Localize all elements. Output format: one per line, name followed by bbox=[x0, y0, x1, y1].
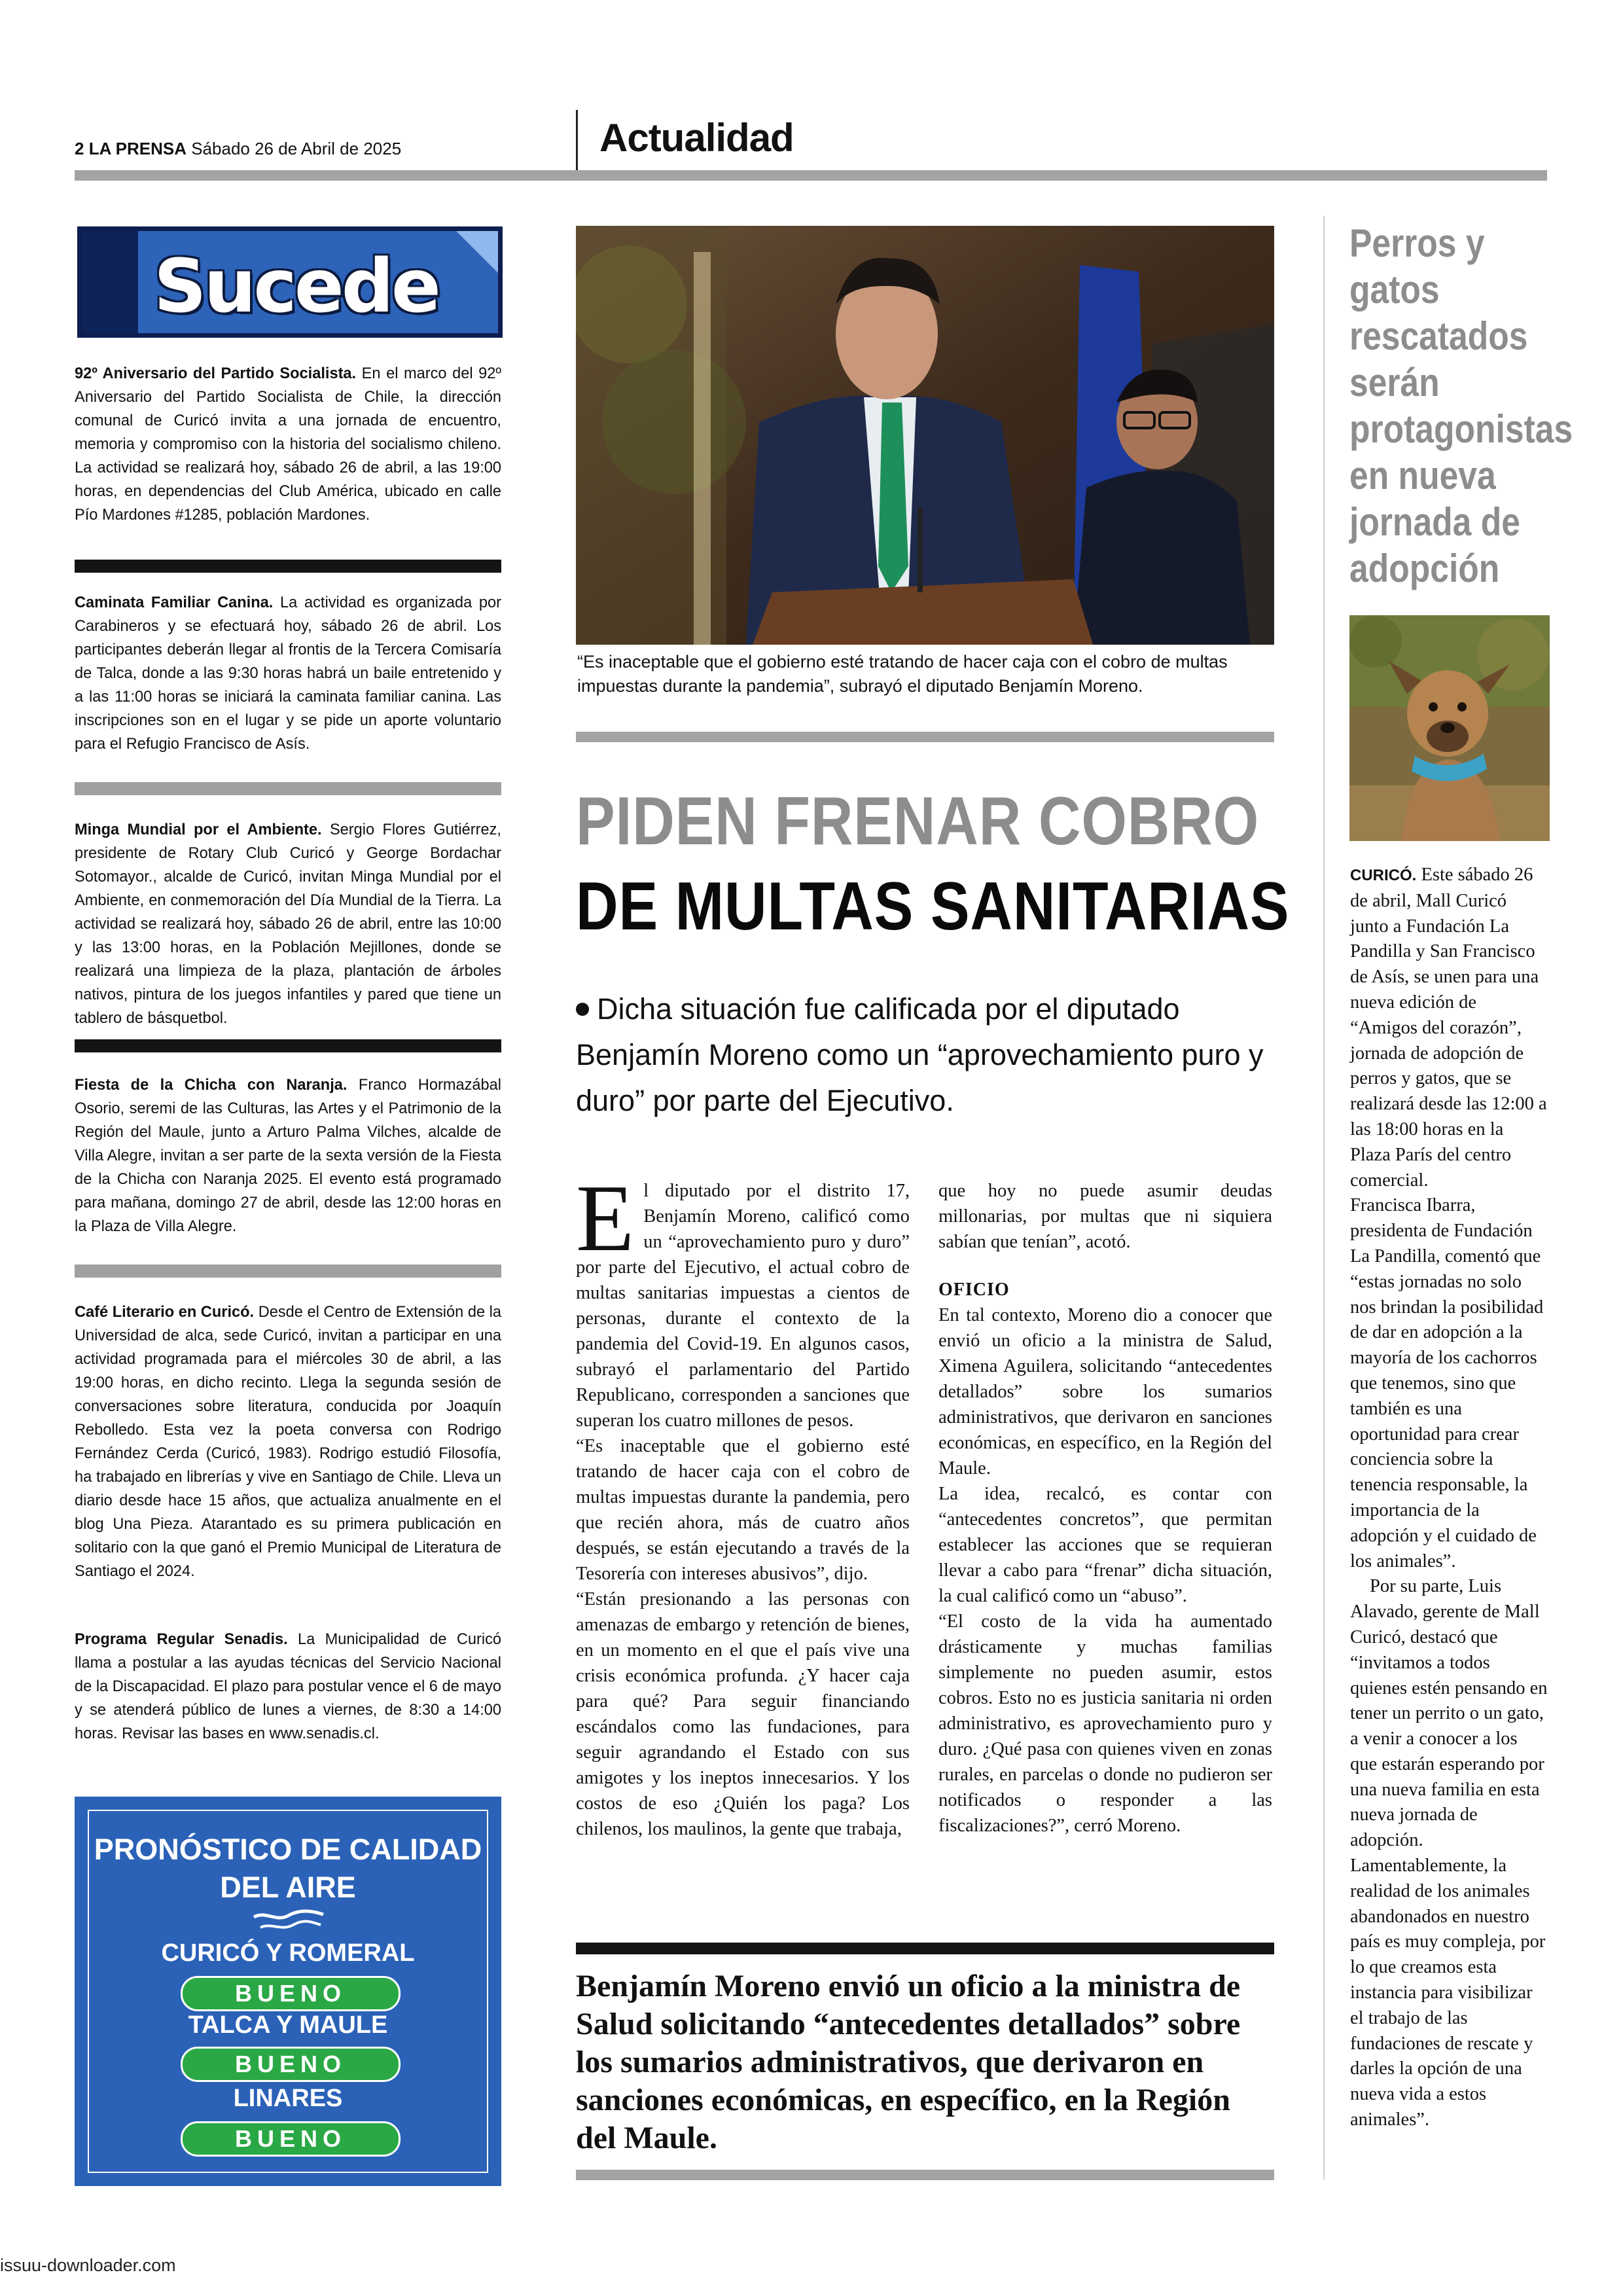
event-text: Sergio Flores Gutiérrez, presidente de Rotary Club Curicó y George Bordachar Sotomayor., alcalde de Curicó, invitan Minga Mundial por el Ambiente, en conmemoración del Día Mundial de la Tierra. La actividad se realizará hoy, sábado 26 de abril, entre las 10:00 y las 13:00 horas, en la Población Mejillones, donde se realizará una limpieza de la plaza, plantación de árboles nativos, pintura de los juegos infantiles y pared que tiene un tablero de básquetbol. bbox=[75, 821, 501, 1027]
air-quality-frame bbox=[88, 1810, 488, 2173]
event-title: Café Literario en Curicó. bbox=[75, 1304, 255, 1321]
bullet-icon bbox=[576, 1003, 589, 1016]
banner-slab bbox=[82, 231, 138, 333]
article-column-2 bbox=[938, 1178, 1272, 1839]
air-quality-title: PRONÓSTICO DE CALIDAD DEL AIRE bbox=[94, 1833, 482, 1904]
body-paragraph: Francisca Ibarra, presidenta de Fundación La Pandilla, comentó que “estas jornadas no solo nos brindan la posibilidad de dar en adopción a la mayoría de los cachorros que tenemos, sino que también es una oportunidad para crear conciencia sobre la tenencia responsable, la importancia de la adopción y el cuidado de los animales”. bbox=[1350, 1195, 1544, 1571]
drop-cap: E bbox=[576, 1165, 635, 1271]
puppy-photo bbox=[1349, 615, 1550, 841]
dateline: CURICÓ. bbox=[1350, 867, 1417, 884]
air-quality-box bbox=[75, 1797, 501, 2186]
body-paragraph: Por su parte, Luis Alavado, gerente de Mall Curicó, destacó que “invitamos a todos quienes estén pensando en tener un perrito o un gato, a venir a conocer a los que estarán esperando por una nueva familia en esta nueva jornada de adopción. bbox=[1350, 1576, 1548, 1851]
body-paragraph: “Están presionando a las personas con amenazas de embargo y retención de bienes, en un momento en el que el país vive una crisis económica profunda. ¿Y hacer caja para qué? Para seguir financiando escándalos como las fundaciones, para seguir agrandando el Estado con sus amigotes y los ineptos innecesarios. Y los costos de eso ¿Quién los paga? Los chilenos, los maulinos, la gente que trabaja, bbox=[576, 1589, 910, 1839]
page-folio bbox=[75, 139, 401, 159]
body-paragraph: “El costo de la vida ha aumentado drásticamente y muchas familias simplemente no pueden asumir, estos cobros. Esto no es justicia sanitaria ni orden administrativo, es aprovechamiento puro y duro. ¿Qué pasa con quienes viven en zonas rurales, en parcelas o donde no pudieron ser notificados o responder a las fiscalizaciones?”, cerró Moreno. bbox=[938, 1611, 1272, 1836]
event-text: La actividad es organizada por Carabineros y se efectuará hoy, sábado 26 de abril. Los participantes deberán llegar al frontis de la Tercera Comisaría de Talca, donde a las 9:30 horas habrá un baile entretenido y a las 11:00 horas se iniciará la caminata familiar canina. Las inscripciones son en el lugar y se pide un aporte voluntario para el Refugio Francisco de Asís. bbox=[75, 594, 502, 753]
side-headline: Perros y gatos rescatados serán protagonistas en nueva jornada de adopción bbox=[1349, 221, 1573, 590]
page-number: 2 bbox=[75, 139, 84, 158]
deck-text: Dicha situación fue calificada por el diputado Benjamín Moreno como un “aprovechamiento puro y duro” por parte del Ejecutivo. bbox=[576, 992, 1264, 1117]
event-text: En el marco del 92º Aniversario del Partido Socialista de Chile, la dirección comunal de Curicó invita a una jornada de encuentro, memoria y compromiso con la historia del socialismo chileno. La actividad se realizará hoy, sábado 26 de abril, a las 19:00 horas, en dependencias del Club América, ubicado en calle Pío Mardones #1285, población Mardones. bbox=[75, 365, 502, 524]
divider-dark bbox=[75, 560, 501, 573]
event-text: Desde el Centro de Extensión de la Universidad de alca, sede Curicó, invitan a participar en una actividad programada para el miércoles 30 de abril, a las 19:00 horas, en dicho recinto. Llega la segunda sesión de conversaciones sobre literatura, conducida por Joaquín Rebolledo. Esta vez la poeta conversa con Rodrigo Fernández Cerda (Curicó, 1983). Rodrigo estudió Filosofía, ha trabajado en librerías y vive en Santiago de Chile. Lleva un diario desde hace 15 años, que actualiza anualmente en el blog Una Pieza. Atarantado es su primera publicación en solitario con la que ganó el Premio Municipal de Literatura de Santiago el 2024. bbox=[75, 1304, 502, 1580]
paper-name: LA PRENSA bbox=[88, 139, 187, 158]
header-rule bbox=[75, 170, 1547, 181]
event-item bbox=[75, 362, 501, 527]
event-item bbox=[75, 1073, 501, 1238]
article-deck bbox=[576, 986, 1283, 1124]
sucede-banner bbox=[77, 226, 503, 338]
event-title: Caminata Familiar Canina. bbox=[75, 594, 274, 611]
air-zone-name: CURICÓ Y ROMERAL bbox=[161, 1939, 415, 1967]
wind-wave-icon bbox=[253, 1908, 325, 1934]
air-status-badge: BUENO bbox=[181, 1976, 401, 2011]
article-subhead: OFICIO bbox=[938, 1280, 1010, 1300]
column-divider bbox=[1323, 216, 1325, 2179]
air-zone-name: LINARES bbox=[233, 2085, 343, 2112]
body-paragraph: En tal contexto, Moreno dio a conocer que envió un oficio a la ministra de Salud, Ximena Aguilera, solicitando “antecedentes detallados” sobre los sumarios administrativos, que derivaron en sanciones económicas, en específico, en la Región del Maule. bbox=[938, 1305, 1272, 1479]
event-text: Franco Hormazábal Osorio, seremi de las Culturas, las Artes y el Patrimonio de la Región del Maule, junto a Arturo Palma Vilches, alcalde de Villa Alegre, invitan a ser parte de la sexta versión de la Fiesta de la Chicha con Naranja 2025. El evento está programado para mañana, domingo 27 de abril, desde las 12:00 horas en la Plaza de Villa Alegre. bbox=[75, 1077, 501, 1235]
body-paragraph: que hoy no puede asumir deudas millonarias, por multas que ni siquiera sabían que tenían”, acotó. bbox=[938, 1181, 1272, 1252]
pull-quote: Benjamín Moreno envió un oficio a la ministra de Salud solicitando “antecedentes detallados” sobre los sumarios administrativos, que derivaron en sanciones económicas, en específico, en la Región del Maule. bbox=[576, 1969, 1241, 2155]
body-paragraph: “Es inaceptable que el gobierno esté tratando de hacer caja con el cobro de multas impuestas durante la pandemia, pero que recién ahora, más de cuatro años después, se están ejecutando a través de la Tesorería con intereses abusivos”, dijo. bbox=[576, 1436, 910, 1584]
banner-corner-fold bbox=[456, 231, 498, 273]
air-status-badge: BUENO bbox=[181, 2121, 401, 2157]
header-divider bbox=[576, 110, 578, 170]
event-item bbox=[75, 1300, 501, 1583]
event-title: Fiesta de la Chicha con Naranja. bbox=[75, 1077, 348, 1094]
section-title: Actualidad bbox=[599, 116, 794, 160]
article-column-1 bbox=[576, 1165, 910, 1842]
event-item bbox=[75, 1628, 501, 1746]
event-title: Programa Regular Senadis. bbox=[75, 1631, 288, 1648]
body-paragraph: Lamentablemente, la realidad de los animales abandonados en nuestro país es muy compleja, por lo que creamos esta instancia para visibilizar el trabajo de las fundaciones de rescate y darles la opción de una nueva vida a estos animales”. bbox=[1350, 1856, 1546, 2130]
divider-gray bbox=[75, 782, 501, 795]
event-item bbox=[75, 818, 501, 1030]
body-paragraph: l diputado por el distrito 17, Benjamín Moreno, calificó como un “aprovechamiento puro y duro” por parte del Ejecutivo, el actual cobro de multas sanitarias impuestas a cientos de personas, durante el contexto de la pandemia del Covid-19. En algunos casos, subrayó el parlamentario del Partido Republicano, corresponden a sanciones que superan los cuatro millones de pesos. bbox=[576, 1181, 910, 1431]
photo-caption: “Es inaceptable que el gobierno esté tratando de hacer caja con el cobro de multas impuestas durante la pandemia”, subrayó el diputado Benjamín Moreno. bbox=[577, 652, 1228, 696]
headline-line-1: PIDEN FRENAR COBRO bbox=[576, 783, 1260, 859]
pull-quote-rule bbox=[576, 1943, 1274, 1954]
bottom-rule bbox=[576, 2170, 1274, 2180]
air-zone-name: TALCA Y MAULE bbox=[188, 2011, 388, 2039]
watermark-text: issuu-downloader.com bbox=[0, 2255, 176, 2275]
caption-rule bbox=[576, 732, 1274, 742]
event-item bbox=[75, 591, 501, 756]
body-paragraph: La idea, recalcó, es contar con “antecedentes concretos”, que permitan establecer las acciones que se requieran llevar a cabo para “frenar” dicha situación, la cual calificó como un “abuso”. bbox=[938, 1484, 1272, 1606]
event-title: Minga Mundial por el Ambiente. bbox=[75, 821, 322, 838]
issue-date: Sábado 26 de Abril de 2025 bbox=[191, 139, 402, 158]
event-text: La Municipalidad de Curicó llama a postular a las ayudas técnicas del Servicio Nacional de la Discapacidad. El plazo para postular vence el 6 de mayo y se atenderá público de lunes a viernes, de 8:30 a 14:00 horas. Revisar las bases en www.senadis.cl. bbox=[75, 1631, 501, 1742]
divider-dark bbox=[75, 1039, 501, 1052]
event-title: 92º Aniversario del Partido Socialista. bbox=[75, 365, 357, 382]
divider-gray bbox=[75, 1265, 501, 1278]
sucede-title: Sucede bbox=[154, 244, 438, 329]
air-status-badge: BUENO bbox=[181, 2047, 401, 2082]
deputy-photo bbox=[576, 226, 1274, 645]
body-paragraph: Este sábado 26 de abril, Mall Curicó junto a Fundación La Pandilla y San Francisco de Asís, se unen para una nueva edición de “Amigos del corazón”, jornada de adopción de perros y gatos, que se realizará desde las 12:00 a las 18:00 horas en la Plaza París del centro comercial. bbox=[1350, 865, 1547, 1191]
headline-line-2: DE MULTAS SANITARIAS bbox=[576, 869, 1290, 944]
side-story-body bbox=[1350, 863, 1548, 2133]
